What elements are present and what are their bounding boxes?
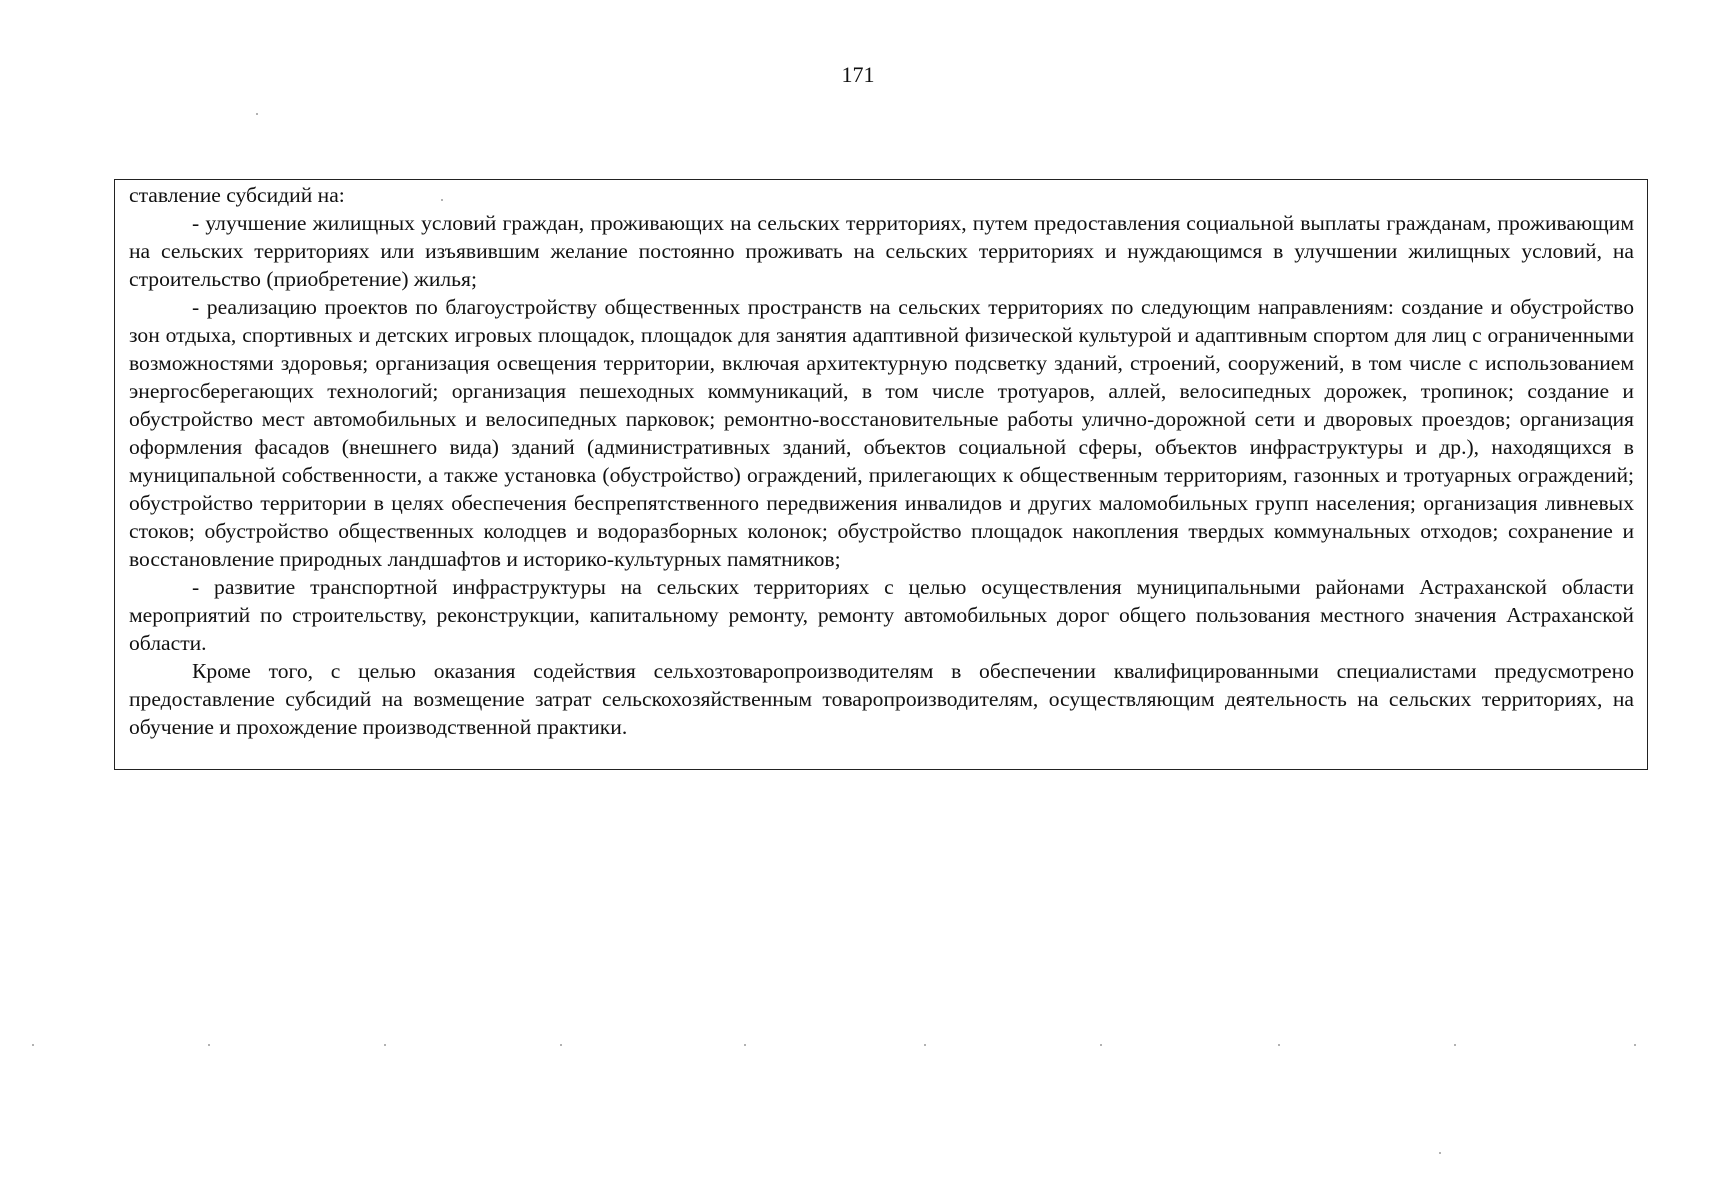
scan-speck [441, 199, 443, 201]
scan-speck [1634, 1044, 1636, 1046]
paragraph-training: Кроме того, с целью оказания содействия сельхозтоваропроизводителям в обеспечении квалифицированными специалистами предусмотрено предоставление субсидий на возмещение затрат сельскохозяйственным товаропроизводителям, осуществляющим деятельность на сельских территориях, на обучение и прохождение производственной практики. [129, 659, 1634, 739]
scan-speck [1454, 1044, 1456, 1046]
scan-speck [924, 1044, 926, 1046]
scan-speck [1278, 1044, 1280, 1046]
scan-speck [744, 1044, 746, 1046]
paragraph-continuation: ставление субсидий на: [129, 183, 345, 207]
paragraph-housing: - улучшение жилищных условий граждан, проживающих на сельских территориях, путем предоставления социальной выплаты гражданам, проживающим на сельских территориях или изъявившим желание постоянно проживать на сельских территориях и нуждающимся в улучшении жилищных условий, на строительство (приобретение) жилья; [129, 211, 1634, 291]
paragraph-transport: - развитие транспортной инфраструктуры на сельских территориях с целью осуществления муниципальными районами Астраханской области мероприятий по строительству, реконструкции, капитальному ремонту, ремонту автомобильных дорог общего пользования местного значения Астраханской области. [129, 575, 1634, 655]
scan-speck [560, 1044, 562, 1046]
scan-speck [256, 113, 258, 115]
page-number: 171 [841, 62, 875, 87]
scan-speck [32, 1044, 34, 1046]
scan-speck [208, 1044, 210, 1046]
scan-speck [384, 1044, 386, 1046]
scan-speck [1439, 1152, 1441, 1154]
text-frame [114, 179, 1648, 770]
scan-speck [1100, 1044, 1102, 1046]
paragraph-public-spaces: - реализацию проектов по благоустройству общественных пространств на сельских территориях по следующим направлениям: создание и обустройство зон отдыха, спортивных и детских игровых площадок, площадок для занятия адаптивной физической культурой и адаптивным спортом для лиц с ограниченными возможностями здоровья; организация освещения территории, включая архитектурную подсветку зданий, строений, сооружений, в том числе с использованием энергосберегающих технологий; организация пешеходных коммуникаций, в том числе тротуаров, аллей, велосипедных дорожек, тропинок; создание и обустройство мест автомобильных и велосипедных парковок; ремонтно-восстановительные работы улично-дорожной сети и дворовых проездов; организация оформления фасадов (внешнего вида) зданий (административных зданий, объектов социальной сферы, объектов инфраструктуры и др.), находящихся в муниципальной собственности, а также установка (обустройство) ограждений, прилегающих к общественным территориям, газонных и тротуарных ограждений; обустройство территории в целях обеспечения беспрепятственного передвижения инвалидов и других маломобильных групп населения; организация ливневых стоков; обустройство общественных колодцев и водоразборных колонок; обустройство площадок накопления твердых коммунальных отходов; сохранение и восстановление природных ландшафтов и историко-культурных памятников; [129, 295, 1634, 571]
